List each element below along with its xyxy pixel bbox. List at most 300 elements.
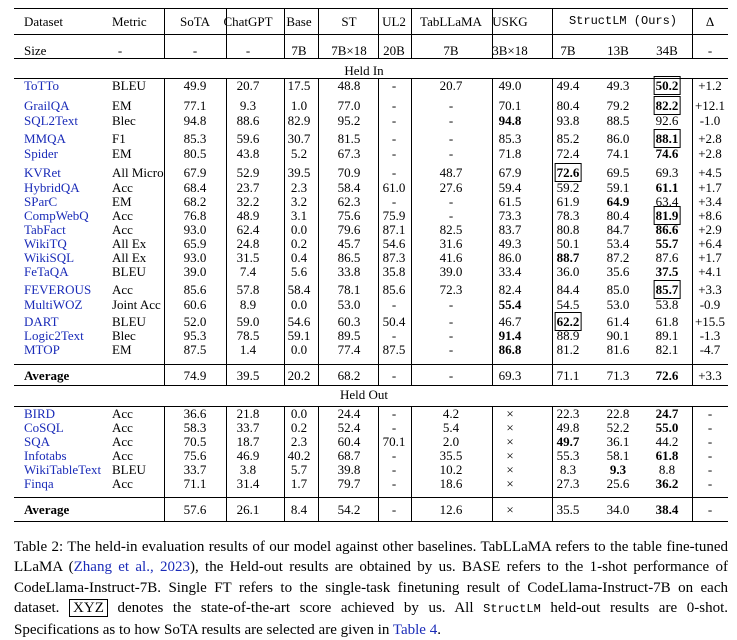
value-cell: 85.6 — [183, 282, 207, 297]
value-cell: 31.5 — [236, 250, 260, 265]
value-cell: 32.2 — [236, 194, 260, 209]
value-cell: × — [506, 420, 514, 435]
value-cell: 2.3 — [290, 180, 308, 195]
value-cell: 43.8 — [236, 146, 260, 161]
value-cell: 61.8 — [655, 314, 679, 329]
value-cell: - — [707, 434, 713, 449]
value-cell: +1.7 — [698, 250, 722, 265]
value-cell: 20.7 — [439, 78, 463, 93]
value-cell: 74.9 — [183, 368, 207, 383]
value-cell: 37.5 — [655, 264, 679, 279]
value-cell: 31.4 — [236, 476, 260, 491]
value-cell: 85.3 — [498, 131, 522, 146]
value-cell: 88.1 — [655, 131, 679, 146]
value-cell: 57.8 — [236, 282, 260, 297]
dataset-name: DART — [24, 314, 59, 329]
value-cell: 80.4 — [556, 98, 580, 113]
value-cell: 70.1 — [498, 98, 522, 113]
value-cell: 50.2 — [655, 78, 679, 93]
value-cell: 49.8 — [556, 420, 580, 435]
value-cell: 52.9 — [236, 165, 260, 180]
value-cell: 20.2 — [287, 368, 311, 383]
value-cell: 79.7 — [337, 476, 361, 491]
value-cell: -1.3 — [699, 328, 721, 343]
value-cell: - — [707, 462, 713, 477]
value-cell: 75.6 — [183, 448, 207, 463]
value-cell: 78.3 — [556, 208, 580, 223]
value-cell: 3.8 — [239, 462, 257, 477]
value-cell: 0.0 — [290, 342, 308, 357]
column-divider — [378, 8, 379, 58]
value-cell: 59.2 — [556, 180, 580, 195]
column-header: USKG — [492, 14, 528, 29]
value-cell: - — [707, 448, 713, 463]
value-cell: - — [448, 208, 454, 223]
value-cell: 1.4 — [239, 342, 257, 357]
value-cell: 82.9 — [287, 113, 311, 128]
value-cell: 62.2 — [556, 314, 580, 329]
value-cell: 55.0 — [655, 420, 679, 435]
metric-cell: Blec — [112, 113, 136, 128]
value-cell: 85.7 — [655, 282, 679, 297]
value-cell: - — [391, 113, 397, 128]
column-divider — [284, 78, 285, 385]
value-cell: 78.5 — [236, 328, 260, 343]
dataset-name: SQA — [24, 434, 51, 449]
value-cell: 24.4 — [337, 406, 361, 421]
average2-rule — [14, 497, 728, 498]
value-cell: 85.6 — [382, 282, 406, 297]
value-cell: 68.7 — [337, 448, 361, 463]
value-cell: 80.4 — [606, 208, 630, 223]
table-caption: Table 2: The held-in evaluation results of our model against other baselines. TabLLaMA refers to the table fine-tuned LLaMA (Zhang et al., 2023), the Held-out results are obtained by us. BASE refers to the 1-shot performance of CodeLlama-Instruct-7B. Single FT refers to the single-task finetuning result of CodeLlama-Instruct-7B on each dataset. XYZ denotes the state-of-the-art score achieved by us. All StructLM held-out results are 0-shot. Specifications as to how SoTA results are selected are given in Table 4. — [14, 539, 728, 638]
value-cell: 46.9 — [236, 448, 260, 463]
value-cell: 12.6 — [439, 502, 463, 517]
metric-cell: Acc — [112, 282, 133, 297]
value-cell: - — [448, 98, 454, 113]
value-cell: 52.2 — [606, 420, 630, 435]
value-cell: 8.4 — [290, 502, 308, 517]
value-cell: 31.6 — [439, 236, 463, 251]
column-header: Δ — [705, 14, 715, 29]
value-cell: 3.1 — [290, 208, 308, 223]
value-cell: 81.2 — [556, 342, 580, 357]
metric-cell: Acc — [112, 420, 133, 435]
value-cell: 75.6 — [337, 208, 361, 223]
value-cell: 48.8 — [337, 78, 361, 93]
value-cell: 87.6 — [655, 250, 679, 265]
value-cell: 82.4 — [498, 282, 522, 297]
value-cell: 26.1 — [236, 502, 260, 517]
value-cell: 85.2 — [556, 131, 580, 146]
size-cell: 20B — [383, 43, 405, 58]
value-cell: 69.3 — [498, 368, 522, 383]
sota-box-example: XYZ — [69, 599, 108, 617]
value-cell: 58.1 — [606, 448, 630, 463]
value-cell: 48.7 — [439, 165, 463, 180]
value-cell: 36.2 — [655, 476, 679, 491]
value-cell: 72.6 — [556, 165, 580, 180]
metric-cell: Acc — [112, 222, 133, 237]
value-cell: 81.9 — [655, 208, 679, 223]
value-cell: 92.6 — [655, 113, 679, 128]
value-cell: 1.7 — [290, 476, 308, 491]
column-divider — [552, 8, 553, 58]
column-divider — [492, 406, 493, 521]
column-divider — [164, 8, 165, 58]
dataset-name: CompWebQ — [24, 208, 89, 223]
value-cell: - — [391, 502, 397, 517]
dataset-name: WikiSQL — [24, 250, 75, 265]
value-cell: - — [391, 78, 397, 93]
value-cell: 82.2 — [655, 98, 679, 113]
value-cell: - — [707, 406, 713, 421]
value-cell: 71.8 — [498, 146, 522, 161]
value-cell: 55.7 — [655, 236, 679, 251]
value-cell: - — [391, 476, 397, 491]
value-cell: 17.5 — [287, 78, 311, 93]
value-cell: 40.2 — [287, 448, 311, 463]
value-cell: 33.7 — [183, 462, 207, 477]
column-divider — [411, 78, 412, 385]
value-cell: × — [506, 448, 514, 463]
value-cell: 39.5 — [236, 368, 260, 383]
value-cell: - — [391, 165, 397, 180]
value-cell: 87.5 — [382, 342, 406, 357]
value-cell: 70.1 — [382, 434, 406, 449]
value-cell: +4.1 — [698, 264, 722, 279]
value-cell: - — [391, 328, 397, 343]
dataset-name: KVRet — [24, 165, 61, 180]
dataset-name: CoSQL — [24, 420, 64, 435]
size-cell: 7B — [560, 43, 576, 58]
value-cell: 93.0 — [183, 222, 207, 237]
value-cell: 41.6 — [439, 250, 463, 265]
value-cell: 86.5 — [337, 250, 361, 265]
value-cell: 61.1 — [655, 180, 679, 195]
value-cell: 5.2 — [290, 146, 308, 161]
value-cell: × — [506, 434, 514, 449]
value-cell: 49.3 — [606, 78, 630, 93]
column-divider — [411, 406, 412, 521]
value-cell: 0.4 — [290, 250, 308, 265]
column-divider — [378, 406, 379, 521]
value-cell: 25.6 — [606, 476, 630, 491]
value-cell: 58.3 — [183, 420, 207, 435]
value-cell: × — [506, 462, 514, 477]
average-rule — [14, 364, 728, 365]
dataset-name: BIRD — [24, 406, 56, 421]
value-cell: 0.0 — [290, 406, 308, 421]
value-cell: 77.0 — [337, 98, 361, 113]
value-cell: - — [391, 368, 397, 383]
metric-cell: BLEU — [112, 264, 146, 279]
value-cell: 5.4 — [442, 420, 460, 435]
value-cell: 2.0 — [442, 434, 460, 449]
value-cell: 52.4 — [337, 420, 361, 435]
average-label: Average — [24, 368, 70, 383]
column-divider — [692, 78, 693, 385]
value-cell: 0.0 — [290, 297, 308, 312]
value-cell: 88.6 — [236, 113, 260, 128]
value-cell: 71.1 — [556, 368, 580, 383]
value-cell: 4.2 — [442, 406, 460, 421]
value-cell: 18.6 — [439, 476, 463, 491]
value-cell: 10.2 — [439, 462, 463, 477]
value-cell: 54.6 — [382, 236, 406, 251]
value-cell: 33.4 — [498, 264, 522, 279]
value-cell: 68.2 — [183, 194, 207, 209]
table-4-link[interactable]: Table 4 — [392, 621, 438, 638]
size-cell: - — [192, 43, 198, 58]
value-cell: 49.4 — [556, 78, 580, 93]
value-cell: 49.7 — [556, 434, 580, 449]
value-cell: 76.8 — [183, 208, 207, 223]
value-cell: +3.4 — [698, 194, 722, 209]
value-cell: - — [707, 502, 713, 517]
value-cell: - — [448, 131, 454, 146]
value-cell: - — [391, 194, 397, 209]
bottom-rule — [14, 521, 728, 522]
value-cell: 61.4 — [606, 314, 630, 329]
value-cell: 86.0 — [606, 131, 630, 146]
value-cell: 93.0 — [183, 250, 207, 265]
value-cell: 59.1 — [287, 328, 311, 343]
value-cell: 72.6 — [655, 368, 679, 383]
dataset-name: Infotabs — [24, 448, 67, 463]
value-cell: - — [448, 342, 454, 357]
value-cell: 59.0 — [236, 314, 260, 329]
value-cell: 44.2 — [655, 434, 679, 449]
metric-cell: EM — [112, 342, 132, 357]
size-cell: 34B — [656, 43, 678, 58]
value-cell: 45.7 — [337, 236, 361, 251]
citation-link[interactable]: Zhang et al., 2023 — [73, 559, 190, 576]
value-cell: 49.0 — [498, 78, 522, 93]
value-cell: 82.1 — [655, 342, 679, 357]
value-cell: 54.2 — [337, 502, 361, 517]
metric-cell: All Ex — [112, 250, 147, 265]
value-cell: 23.7 — [236, 180, 260, 195]
value-cell: 27.3 — [556, 476, 580, 491]
value-cell: 0.2 — [290, 420, 308, 435]
column-divider — [692, 406, 693, 521]
value-cell: 9.3 — [239, 98, 257, 113]
value-cell: 86.6 — [655, 222, 679, 237]
metric-cell: All Ex — [112, 236, 147, 251]
value-cell: 18.7 — [236, 434, 260, 449]
value-cell: 60.3 — [337, 314, 361, 329]
value-cell: 94.8 — [498, 113, 522, 128]
value-cell: 82.5 — [439, 222, 463, 237]
value-cell: 83.7 — [498, 222, 522, 237]
dataset-name: WikiTableText — [24, 462, 102, 477]
value-cell: 81.6 — [606, 342, 630, 357]
dataset-name: Logic2Text — [24, 328, 84, 343]
average-bottom-rule — [14, 385, 728, 386]
value-cell: - — [448, 368, 454, 383]
value-cell: 90.1 — [606, 328, 630, 343]
value-cell: 67.9 — [498, 165, 522, 180]
dataset-name: Finqa — [24, 476, 54, 491]
value-cell: 67.9 — [183, 165, 207, 180]
value-cell: 74.6 — [655, 146, 679, 161]
value-cell: 36.1 — [606, 434, 630, 449]
top-rule — [14, 8, 728, 9]
value-cell: 27.6 — [439, 180, 463, 195]
value-cell: +12.1 — [694, 98, 726, 113]
value-cell: 80.5 — [183, 146, 207, 161]
value-cell: +2.9 — [698, 222, 722, 237]
value-cell: 5.7 — [290, 462, 308, 477]
value-cell: 33.8 — [337, 264, 361, 279]
value-cell: 65.9 — [183, 236, 207, 251]
value-cell: 55.4 — [498, 297, 522, 312]
value-cell: 35.8 — [382, 264, 406, 279]
value-cell: +1.7 — [698, 180, 722, 195]
value-cell: 95.3 — [183, 328, 207, 343]
dataset-name: FEVEROUS — [24, 282, 92, 297]
value-cell: 35.5 — [439, 448, 463, 463]
value-cell: 87.2 — [606, 250, 630, 265]
value-cell: 8.9 — [239, 297, 257, 312]
value-cell: 50.4 — [382, 314, 406, 329]
value-cell: 53.8 — [655, 297, 679, 312]
metric-cell: EM — [112, 146, 132, 161]
metric-cell: Acc — [112, 180, 133, 195]
column-header: Metric — [112, 14, 147, 29]
value-cell: - — [391, 462, 397, 477]
size-cell: 3B×18 — [492, 43, 528, 58]
value-cell: 3.2 — [290, 194, 308, 209]
value-cell: 39.8 — [337, 462, 361, 477]
column-divider — [552, 78, 553, 385]
value-cell: -1.0 — [699, 113, 721, 128]
value-cell: 91.4 — [498, 328, 522, 343]
column-header: Base — [286, 14, 312, 29]
column-divider — [318, 406, 319, 521]
value-cell: 77.4 — [337, 342, 361, 357]
value-cell: 78.1 — [337, 282, 361, 297]
value-cell: - — [391, 131, 397, 146]
column-header: SoTA — [179, 14, 211, 29]
size-cell: 7B — [291, 43, 307, 58]
value-cell: -4.7 — [699, 342, 721, 357]
value-cell: 53.0 — [606, 297, 630, 312]
value-cell: 1.0 — [290, 98, 308, 113]
value-cell: +1.2 — [698, 78, 722, 93]
value-cell: 87.5 — [183, 342, 207, 357]
metric-cell: Blec — [112, 328, 136, 343]
metric-cell: All Micro — [112, 165, 164, 180]
value-cell: 24.8 — [236, 236, 260, 251]
held-in-label: Held In — [344, 63, 384, 78]
metric-cell: BLEU — [112, 78, 146, 93]
value-cell: - — [448, 328, 454, 343]
value-cell: 39.5 — [287, 165, 311, 180]
value-cell: 7.4 — [239, 264, 257, 279]
value-cell: 52.0 — [183, 314, 207, 329]
value-cell: × — [506, 406, 514, 421]
value-cell: 61.5 — [498, 194, 522, 209]
value-cell: 36.0 — [556, 264, 580, 279]
value-cell: 88.7 — [556, 250, 580, 265]
value-cell: 62.3 — [337, 194, 361, 209]
value-cell: 48.9 — [236, 208, 260, 223]
value-cell: - — [707, 476, 713, 491]
metric-cell: EM — [112, 98, 132, 113]
value-cell: × — [506, 502, 514, 517]
value-cell: +8.6 — [698, 208, 722, 223]
value-cell: 54.6 — [287, 314, 311, 329]
dataset-name: Spider — [24, 146, 58, 161]
value-cell: 95.2 — [337, 113, 361, 128]
held-out-label: Held Out — [339, 387, 389, 402]
value-cell: 94.8 — [183, 113, 207, 128]
value-cell: +6.4 — [698, 236, 722, 251]
value-cell: 58.4 — [287, 282, 311, 297]
dataset-name: MultiWOZ — [24, 297, 83, 312]
column-header: Dataset — [24, 14, 63, 29]
value-cell: - — [448, 113, 454, 128]
value-cell: 84.4 — [556, 282, 580, 297]
value-cell: 71.1 — [183, 476, 207, 491]
column-divider — [692, 8, 693, 58]
value-cell: 68.4 — [183, 180, 207, 195]
value-cell: 67.3 — [337, 146, 361, 161]
column-header: ST — [341, 14, 357, 29]
value-cell: 77.1 — [183, 98, 207, 113]
average-label: Average — [24, 502, 70, 517]
value-cell: +2.8 — [698, 131, 722, 146]
value-cell: 86.0 — [498, 250, 522, 265]
size-cell: - — [117, 43, 123, 58]
dataset-name: FeTaQA — [24, 264, 69, 279]
value-cell: 72.4 — [556, 146, 580, 161]
value-cell: - — [448, 194, 454, 209]
value-cell: 2.3 — [290, 434, 308, 449]
value-cell: 87.1 — [382, 222, 406, 237]
value-cell: - — [391, 420, 397, 435]
value-cell: 20.7 — [236, 78, 260, 93]
dataset-name: MTOP — [24, 342, 60, 357]
value-cell: 5.6 — [290, 264, 308, 279]
column-divider — [318, 78, 319, 385]
column-divider — [318, 8, 319, 58]
value-cell: 74.1 — [606, 146, 630, 161]
value-cell: 24.7 — [655, 406, 679, 421]
value-cell: 38.4 — [655, 502, 679, 517]
value-cell: 9.3 — [609, 462, 627, 477]
value-cell: 69.5 — [606, 165, 630, 180]
value-cell: 59.1 — [606, 180, 630, 195]
value-cell: 39.0 — [439, 264, 463, 279]
value-cell: 60.6 — [183, 297, 207, 312]
value-cell: 88.5 — [606, 113, 630, 128]
value-cell: 75.9 — [382, 208, 406, 223]
value-cell: 59.4 — [498, 180, 522, 195]
value-cell: 49.9 — [183, 78, 207, 93]
structlm-name: StructLM — [483, 602, 541, 617]
value-cell: 22.8 — [606, 406, 630, 421]
size-cell: - — [245, 43, 251, 58]
value-cell: - — [707, 420, 713, 435]
value-cell: - — [391, 448, 397, 463]
size-rule — [14, 58, 728, 59]
value-cell: 85.0 — [606, 282, 630, 297]
value-cell: 58.4 — [337, 180, 361, 195]
value-cell: 72.3 — [439, 282, 463, 297]
